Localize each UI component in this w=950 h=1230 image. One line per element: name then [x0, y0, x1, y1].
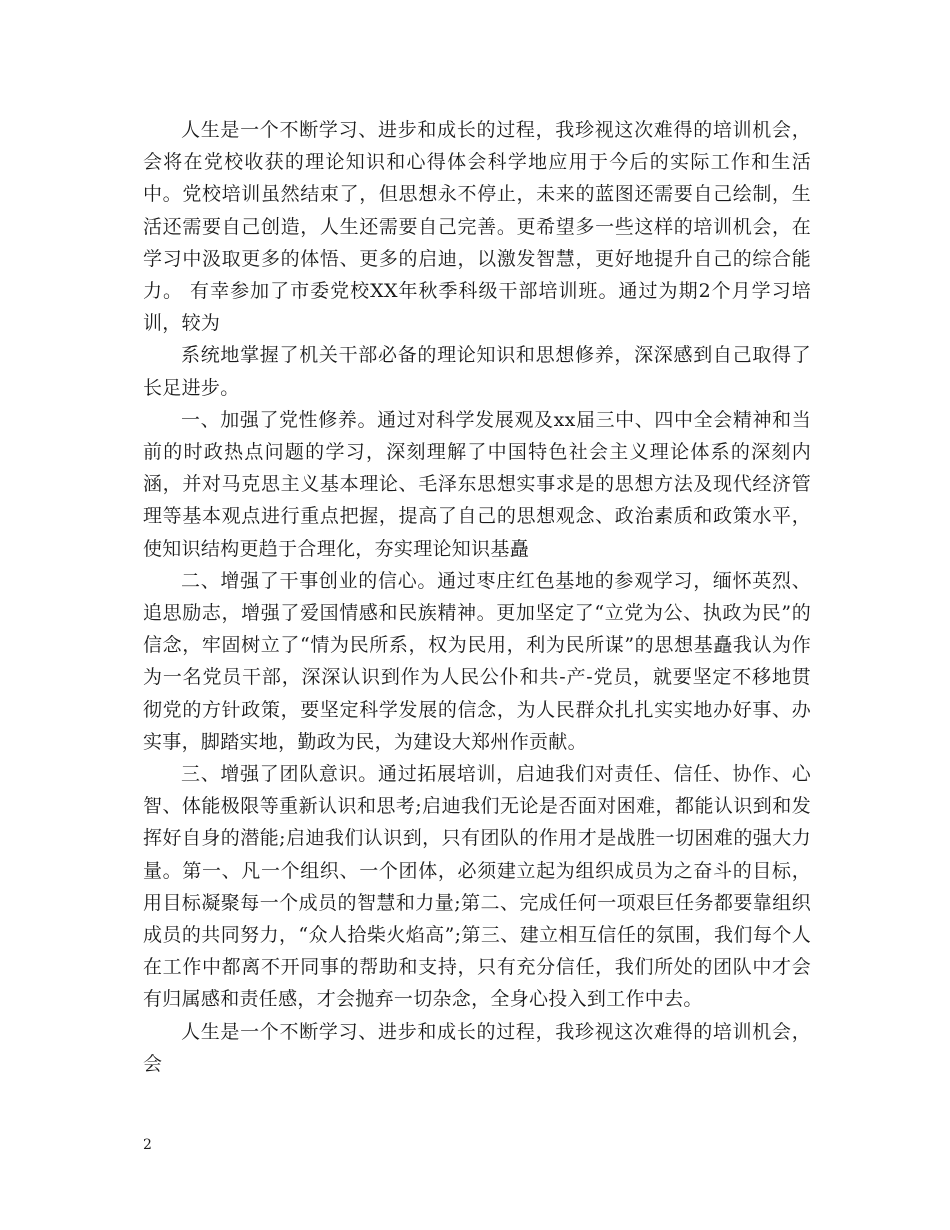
- paragraph-confidence: 二、增强了干事创业的信心。通过枣庄红色基地的参观学习，缅怀英烈、追思励志，增强了爱国情感和民族精神。更加坚定了“立党为公、执政为民”的信念，牢固树立了“情为民所系，权为民用，利为民所谋”的思想基矗我认为作为一名党员干部，深深认识到作为人民公仆和共-产-党员，就要坚定不移地贯彻党的方针政策，要坚定科学发展的信念，为人民群众扎扎实实地办好事、办实事，脚踏实地，勤政为民，为建设大郑州作贡献。: [143, 569, 811, 753]
- paragraph-teamwork: 三、增强了团队意识。通过拓展培训，启迪我们对责任、信任、协作、心智、体能极限等重新认识和思考;启迪我们无论是否面对困难，都能认识到和发挥好自身的潜能;启迪我们认识到，只有团队的作用才是战胜一切困难的强大力量。第一、凡一个组织、一个团体，必须建立起为组织成员为之奋斗的目标，用目标凝聚每一个成员的智慧和力量;第二、完成任何一项艰巨任务都要靠组织成员的共同努力，“众人拾柴火焰高”;第三、建立相互信任的氛围，我们每个人在工作中都离不开同事的帮助和支持，只有充分信任，我们所处的团队中才会有归属感和责任感，才会抛弃一切杂念，全身心投入到工作中去。: [143, 763, 811, 1011]
- paragraph-progress: 系统地掌握了机关干部必备的理论知识和思想修养，深深感到自己取得了长足进步。: [143, 344, 811, 399]
- document-body: [143, 114, 811, 1080]
- paragraph-closing: 人生是一个不断学习、进步和成长的过程，我珍视这次难得的培训机会，会: [143, 1020, 811, 1075]
- paragraph-party-spirit: 一、加强了党性修养。通过对科学发展观及xx届三中、四中全会精神和当前的时政热点问题的学习，深刻理解了中国特色社会主义理论体系的深刻内涵，并对马克思主义基本理论、毛泽东思想实事求是的思想方法及现代经济管理等基本观点进行重点把握，提高了自己的思想观念、政治素质和政策水平，使知识结构更趋于合理化，夯实理论知识基矗: [143, 408, 811, 560]
- paragraph-intro: 人生是一个不断学习、进步和成长的过程，我珍视这次难得的培训机会，会将在党校收获的理论知识和心得体会科学地应用于今后的实际工作和生活中。党校培训虽然结束了，但思想永不停止，未来的蓝图还需要自己绘制，生活还需要自己创造，人生还需要自己完善。更希望多一些这样的培训机会，在学习中汲取更多的体悟、更多的启迪，以激发智慧，更好地提升自己的综合能力。 有幸参加了市委党校XX年秋季科级干部培训班。通过为期2个月学习培训，较为: [143, 119, 811, 335]
- page-number: 2: [143, 1137, 152, 1153]
